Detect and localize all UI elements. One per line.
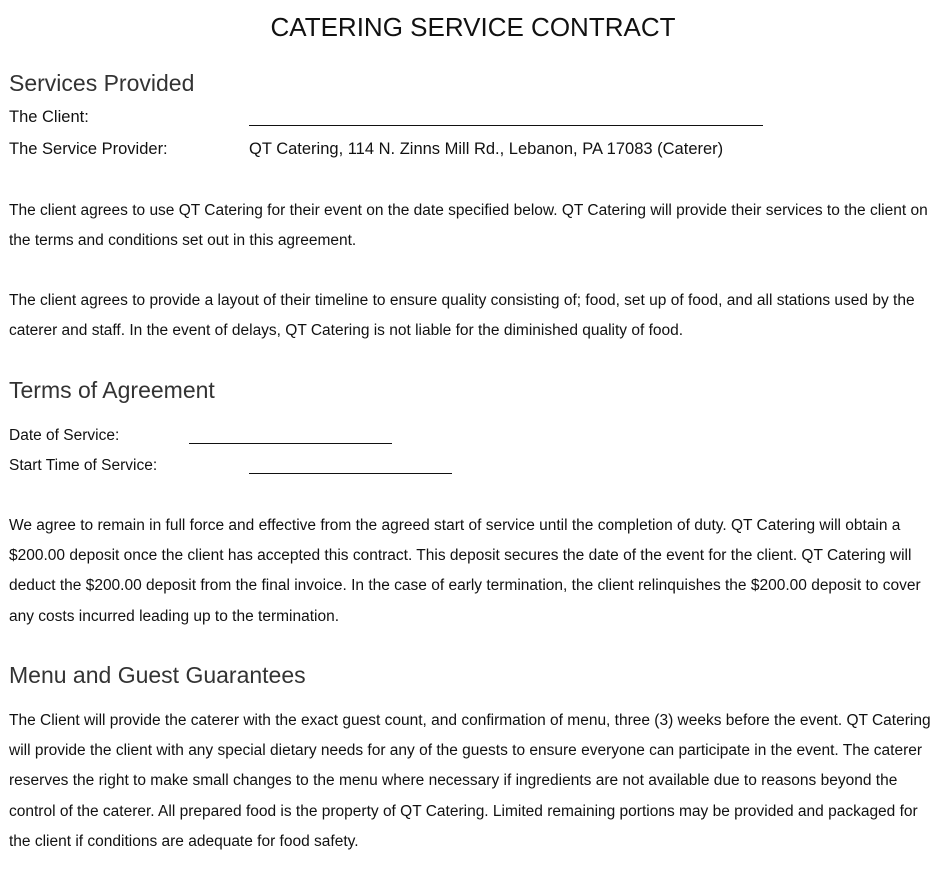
start-time-blank-line <box>249 473 452 474</box>
client-label: The Client: <box>9 108 89 126</box>
client-blank-line <box>249 125 763 126</box>
services-heading: Services Provided <box>9 70 195 96</box>
menu-heading: Menu and Guest Guarantees <box>9 662 306 688</box>
document-title: CATERING SERVICE CONTRACT <box>270 12 676 42</box>
terms-heading: Terms of Agreement <box>9 377 215 403</box>
start-time-label: Start Time of Service: <box>9 457 158 474</box>
date-of-service-label: Date of Service: <box>9 427 120 444</box>
service-provider-label: The Service Provider: <box>9 140 168 158</box>
date-of-service-blank-line <box>189 443 392 444</box>
menu-paragraph: The Client will provide the caterer with the exact guest count, and confirmation of menu, three (3) weeks before the event. QT Catering will provide the client with any special dietary needs for any of the guests to ensure everyone can participate in the event. The caterer reserves the right to make small changes to the menu where necessary if ingredients are not available due to reasons beyond the control of the caterer. All prepared food is the property of QT Catering. Limited remaining portions may be provided and packaged for the client if conditions are adequate for food safety. <box>9 712 931 850</box>
services-paragraph-1: The client agrees to use QT Catering for their event on the date specified below. QT Catering will provide their services to the client on the terms and conditions set out in this agreement. <box>9 202 928 250</box>
services-paragraph-2: The client agrees to provide a layout of their timeline to ensure quality consisting of; food, set up of food, and all stations used by the caterer and staff. In the event of delays, QT Catering is not liable for the diminished quality of food. <box>9 292 915 340</box>
terms-paragraph: We agree to remain in full force and effective from the agreed start of service until the completion of duty. QT Catering will obtain a $200.00 deposit once the client has accepted this contract. This deposit secures the date of the event for the client. QT Catering will deduct the $200.00 deposit from the final invoice. In the case of early termination, the client relinquishes the $200.00 deposit to cover any costs incurred leading up to the termination. <box>9 517 921 625</box>
service-provider-value: QT Catering, 114 N. Zinns Mill Rd., Lebanon, PA 17083 (Caterer) <box>249 140 724 158</box>
